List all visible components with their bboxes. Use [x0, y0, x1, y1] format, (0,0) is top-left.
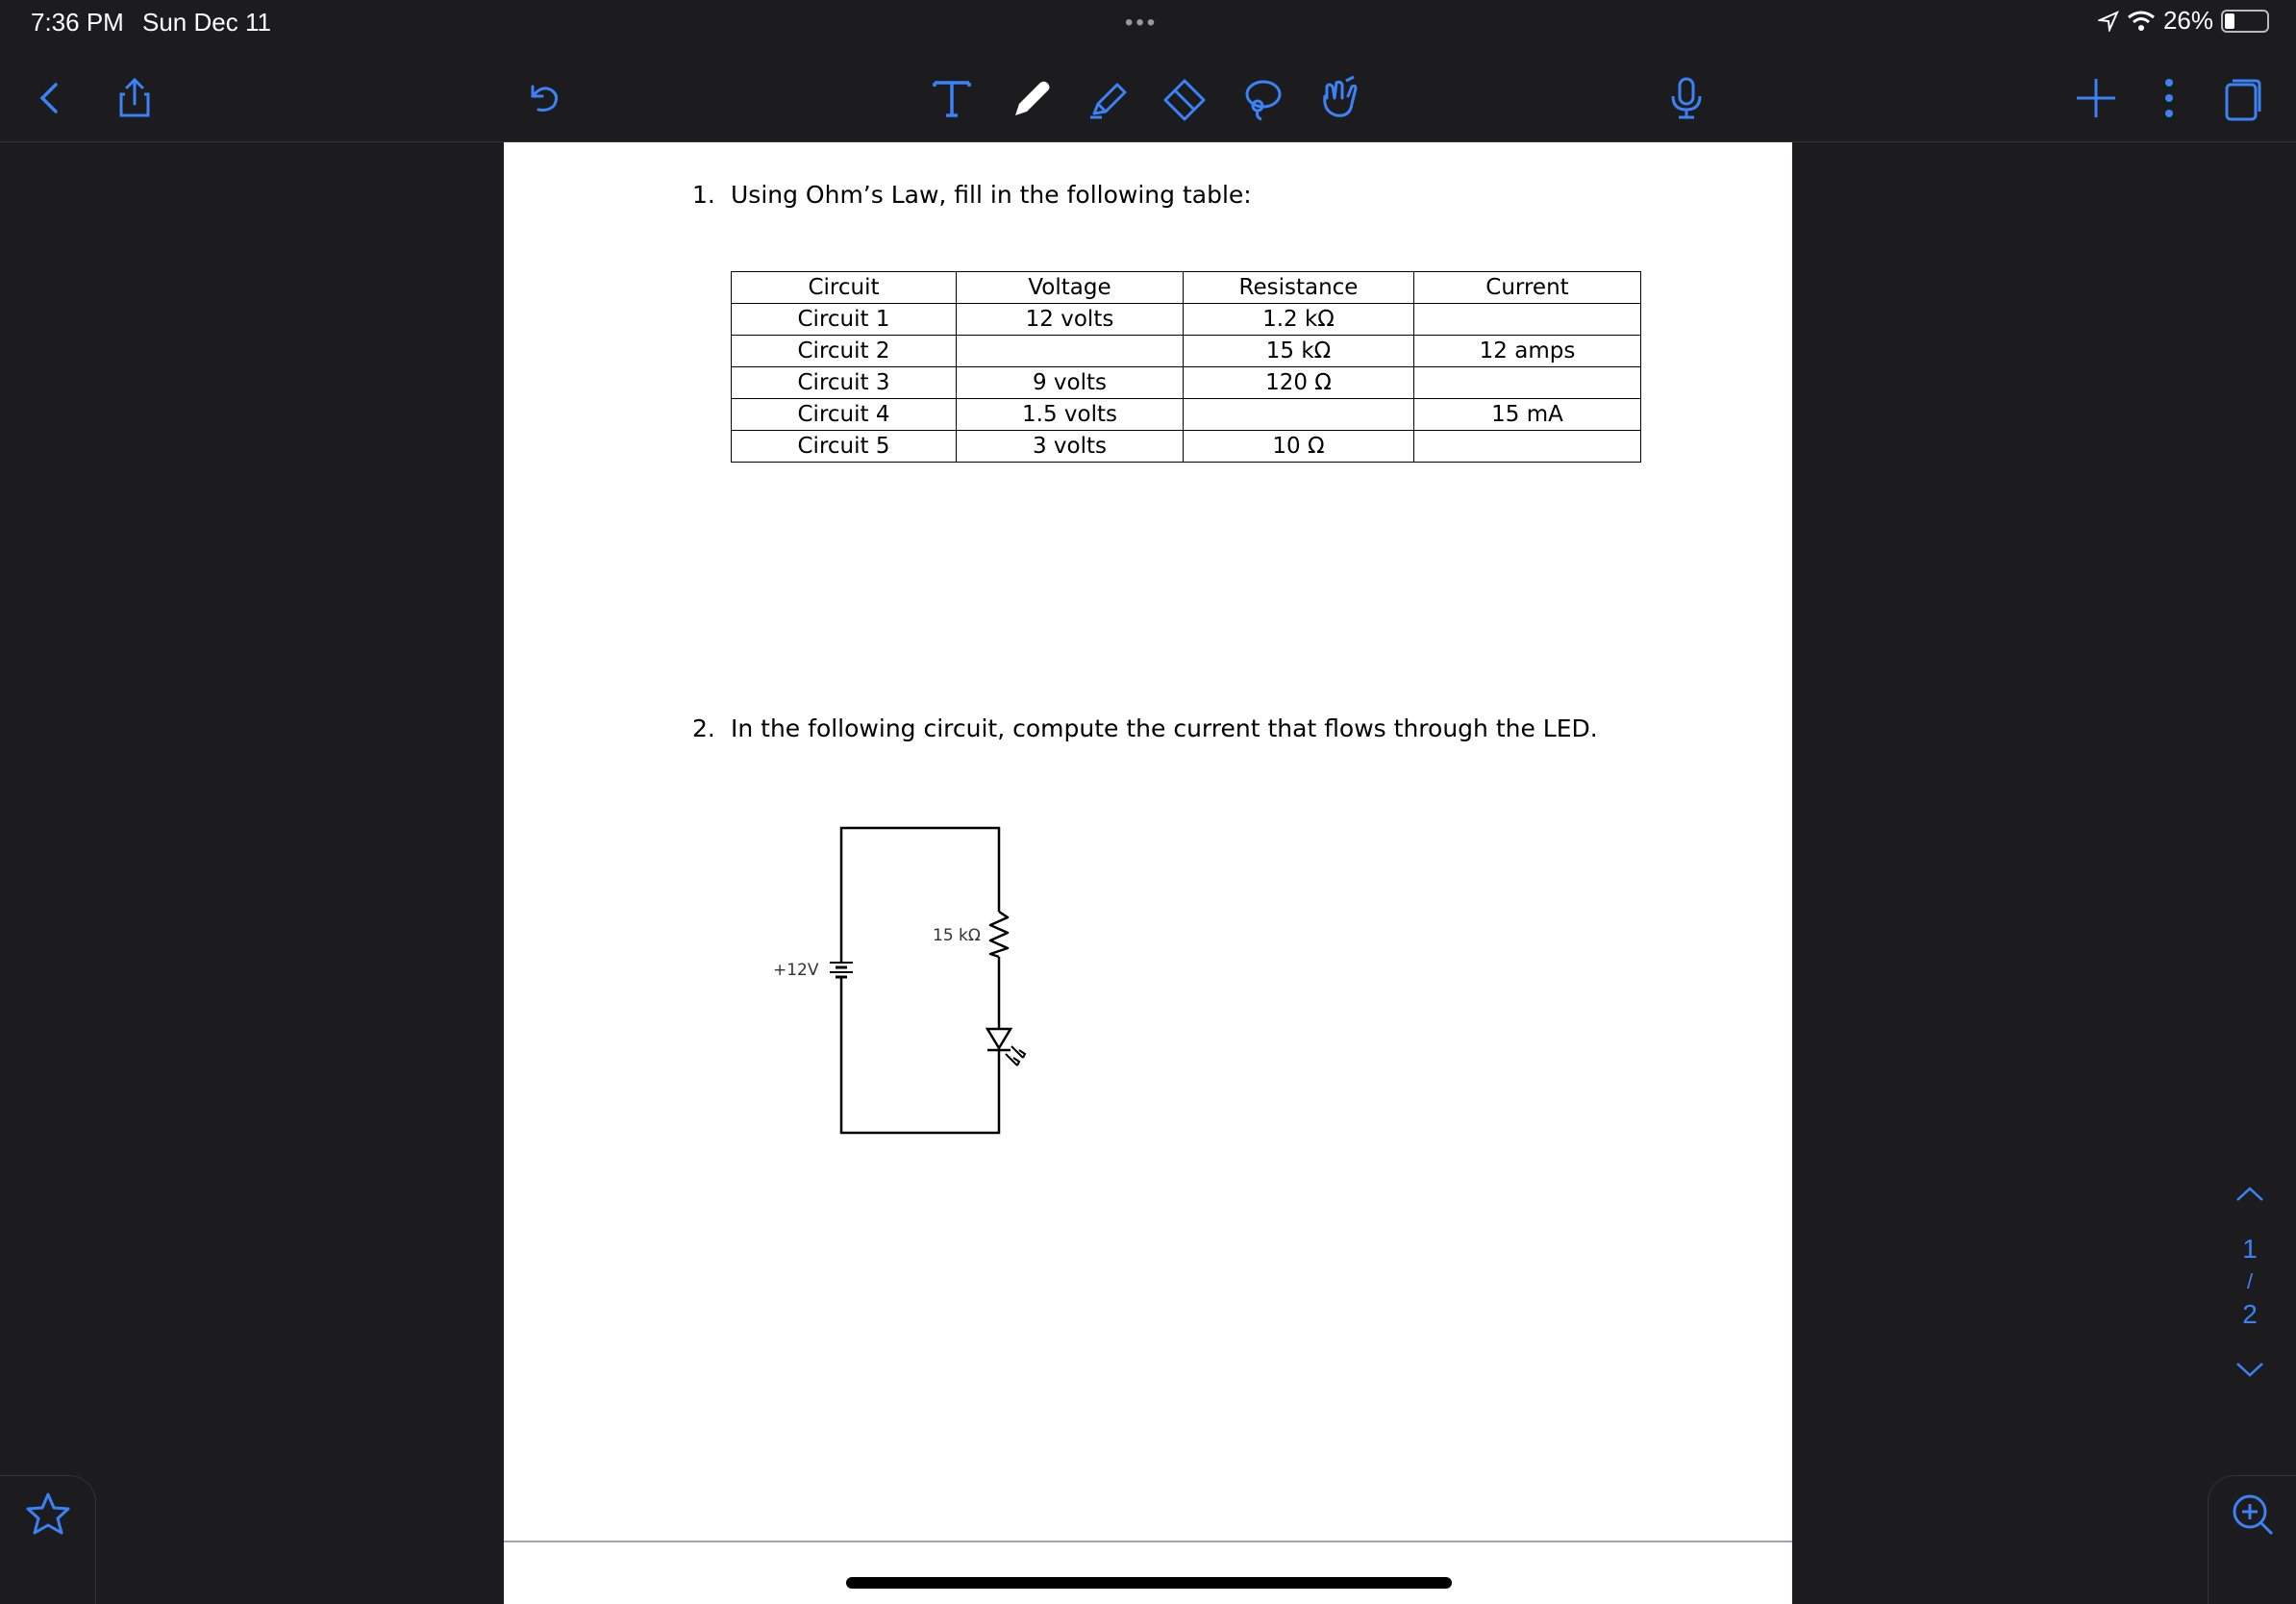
toolbar	[0, 54, 2296, 142]
total-pages: 2	[2242, 1299, 2258, 1329]
question-2	[692, 714, 1598, 742]
text-tool-icon[interactable]	[923, 69, 981, 127]
question-1-text: Using Ohm’s Law, fill in the following table:	[731, 181, 1252, 209]
battery-percent: 26%	[2162, 6, 2213, 35]
table-row	[732, 336, 1641, 367]
led-symbol	[987, 1029, 1025, 1065]
ohms-law-table	[731, 271, 1641, 463]
table-row	[732, 431, 1641, 463]
table-cell: 12 volts	[957, 304, 1184, 336]
bottom-left-panel	[0, 1475, 96, 1604]
highlighter-tool-icon[interactable]	[1081, 69, 1138, 127]
battery-symbol	[830, 963, 853, 977]
table-header: Resistance	[1184, 272, 1414, 304]
back-icon[interactable]	[21, 69, 79, 127]
circuit-diagram	[744, 806, 1052, 1152]
table-cell: Circuit 5	[732, 431, 957, 463]
page-navigator	[2229, 1179, 2271, 1385]
battery-label: +12V	[773, 961, 819, 980]
resistor-label: 15 kΩ	[933, 926, 981, 945]
table-cell: 15 mA	[1414, 399, 1641, 431]
table-cell: 120 Ω	[1184, 367, 1414, 399]
question-1	[692, 181, 1252, 209]
question-1-number: 1.	[692, 181, 715, 209]
table-cell: Circuit 4	[732, 399, 957, 431]
status-right	[2098, 6, 2269, 36]
table-row	[732, 367, 1641, 399]
eraser-tool-icon[interactable]	[1156, 69, 1213, 127]
previous-page-icon[interactable]	[2234, 1179, 2266, 1212]
table-cell	[1414, 304, 1641, 336]
undo-icon[interactable]	[515, 69, 573, 127]
current-page-number: 1	[2242, 1234, 2258, 1264]
next-page-preview[interactable]	[504, 1542, 1792, 1604]
question-2-number: 2.	[692, 714, 715, 742]
table-header: Voltage	[957, 272, 1184, 304]
question-2-text: In the following circuit, compute the current that flows through the LED.	[731, 714, 1598, 742]
table-cell: 1.2 kΩ	[1184, 304, 1414, 336]
status-time: 7:36 PM	[31, 8, 124, 37]
table-cell: 15 kΩ	[1184, 336, 1414, 367]
table-cell	[1414, 367, 1641, 399]
star-icon[interactable]	[23, 1490, 73, 1540]
microphone-icon[interactable]	[1658, 69, 1715, 127]
table-row	[732, 304, 1641, 336]
pages-icon[interactable]	[2213, 69, 2271, 127]
pen-tool-icon[interactable]	[1004, 69, 1061, 127]
share-icon[interactable]	[106, 69, 163, 127]
table-header: Circuit	[732, 272, 957, 304]
wifi-icon	[2127, 10, 2156, 33]
table-cell: 10 Ω	[1184, 431, 1414, 463]
table-cell: 9 volts	[957, 367, 1184, 399]
circuit-wire	[841, 977, 999, 1133]
lasso-tool-icon[interactable]	[1233, 69, 1290, 127]
table-cell: Circuit 3	[732, 367, 957, 399]
table-cell: 1.5 volts	[957, 399, 1184, 431]
table-cell	[957, 336, 1184, 367]
table-header-row	[732, 272, 1641, 304]
table-cell: 12 amps	[1414, 336, 1641, 367]
resistor-symbol	[990, 912, 1008, 957]
bottom-right-panel	[2208, 1475, 2296, 1604]
status-date: Sun Dec 11	[142, 8, 271, 37]
hand-select-tool-icon[interactable]	[1310, 69, 1367, 127]
home-indicator[interactable]	[846, 1577, 1452, 1589]
page-separator: /	[2246, 1269, 2254, 1293]
location-icon	[2098, 11, 2119, 32]
more-options-icon[interactable]	[2140, 69, 2198, 127]
document-page[interactable]	[504, 142, 1792, 1541]
multitasking-dots[interactable]: •••	[1125, 10, 1159, 36]
table-cell	[1414, 431, 1641, 463]
battery-icon	[2221, 10, 2269, 33]
table-cell: 3 volts	[957, 431, 1184, 463]
table-header: Current	[1414, 272, 1641, 304]
add-icon[interactable]	[2067, 69, 2125, 127]
table-cell	[1184, 399, 1414, 431]
table-cell: Circuit 2	[732, 336, 957, 367]
table-cell: Circuit 1	[732, 304, 957, 336]
status-bar	[0, 0, 2296, 46]
table-row	[732, 399, 1641, 431]
zoom-in-icon[interactable]	[2228, 1490, 2278, 1540]
next-page-icon[interactable]	[2234, 1352, 2266, 1385]
